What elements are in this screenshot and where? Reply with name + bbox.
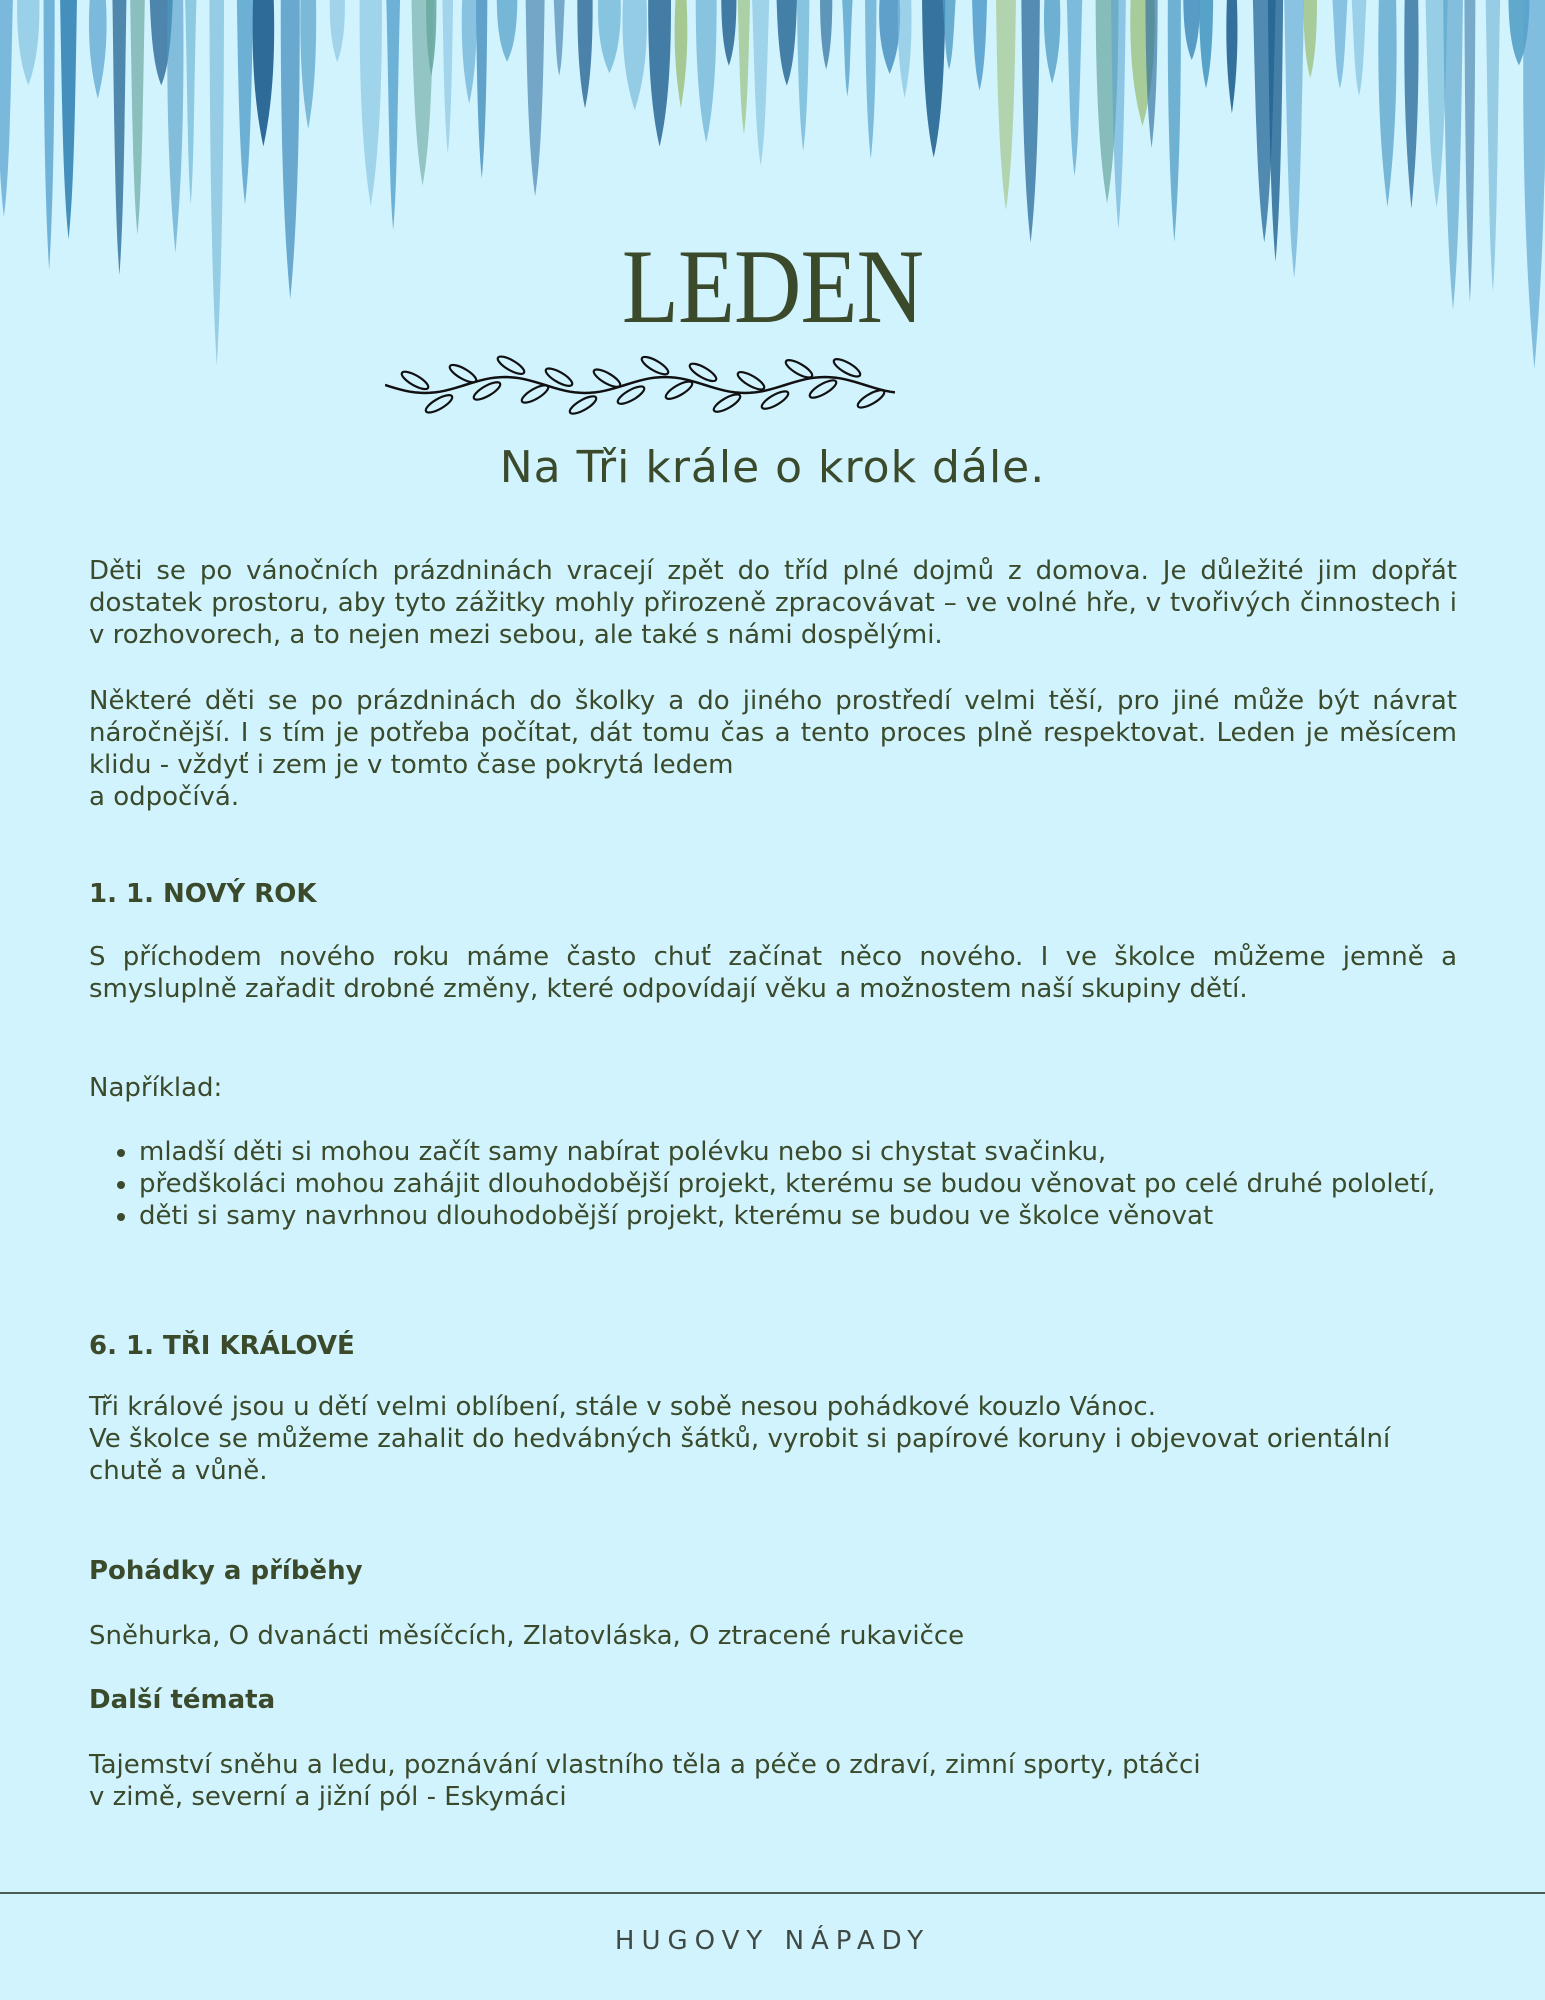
vine-leaf — [832, 356, 863, 380]
icicle — [17, 0, 39, 85]
vine-leaf — [592, 366, 623, 390]
intro-text-end: a odpočívá. — [89, 782, 240, 812]
icicle — [167, 0, 183, 253]
icicle — [1199, 0, 1213, 88]
vine-leaf — [856, 387, 887, 411]
icicle — [89, 0, 107, 99]
vine-leaf — [808, 377, 839, 401]
icicle — [598, 0, 621, 73]
three-kings-line: Ve školce se můžeme zahalit do hedvábných šátků, vyrobit si papírové koruny i objevovat orientální chutě a vůně. — [89, 1424, 1391, 1486]
icicle — [185, 0, 196, 204]
stories-heading: Pohádky a příběhy — [89, 1556, 363, 1586]
three-kings-paragraph — [89, 1391, 1457, 1487]
icicle — [879, 0, 900, 74]
icicle — [1021, 0, 1040, 243]
topics-text — [89, 1749, 1457, 1813]
icicle — [675, 0, 688, 108]
icicle — [721, 0, 736, 66]
vine-leaf — [424, 392, 455, 416]
stories-text: Sněhurka, O dvanácti měsíčcích, Zlatovláska, O ztracené rukavičce — [89, 1621, 965, 1651]
page-title: LEDEN — [621, 228, 924, 345]
vine-leaf — [784, 357, 815, 381]
icicle — [820, 0, 832, 69]
vine-leaf — [568, 393, 599, 417]
vine-leaf — [736, 369, 767, 393]
icicle — [898, 0, 912, 98]
icicle — [1352, 0, 1367, 96]
icicle — [1183, 0, 1200, 60]
footer-brand: HUGOVY NÁPADY — [614, 1926, 931, 1956]
icicle — [60, 0, 77, 239]
topics-line: v zimě, severní a jižní pól - Eskymáci — [89, 1782, 567, 1812]
icicle — [1523, 0, 1545, 369]
vine-leaf — [496, 353, 527, 377]
icicle — [442, 0, 453, 154]
list-item: • předškoláci mohou zahájit dlouhodobější projekt, kterému se budou věnovat po celé druhé pololetí, — [139, 1168, 1457, 1200]
topics-heading: Další témata — [89, 1685, 276, 1715]
icicle — [752, 0, 769, 166]
icicle — [1145, 0, 1157, 148]
icicle — [922, 0, 945, 158]
icicle — [622, 0, 646, 110]
example-label: Například: — [89, 1073, 223, 1103]
icicle — [842, 0, 852, 96]
icicle — [777, 0, 797, 86]
section-heading-new-year: 1. 1. NOVÝ ROK — [89, 879, 317, 909]
icicle — [44, 0, 55, 270]
icicle — [526, 0, 545, 196]
icicle — [253, 0, 275, 147]
icicle — [1226, 0, 1237, 113]
vine-divider-icon — [385, 340, 895, 420]
vine-leaf — [664, 378, 695, 402]
icicle — [1067, 0, 1082, 176]
intro-paragraph-1: Děti se po vánočních prázdninách vracejí zpět do tříd plné dojmů z domova. Je důležité jim dopřát dostatek prostoru, aby tyto zážitky mohly přirozeně zpracovávat – ve volné hře, v tvořivých činnostech i v rozhovorech, a to nejen mezi sebou, ale také s námi dospělými. — [89, 556, 1457, 650]
new-year-paragraph: S příchodem nového roku máme často chuť začínat něco nového. I ve školce můžeme jemně a smysluplně zařadit drobné změny, které odpovídají věku a možnostem naší skupiny dětí. — [89, 942, 1457, 1004]
page-subtitle: Na Tři krále o krok dále. — [499, 442, 1046, 493]
intro-paragraph-2 — [89, 685, 1457, 813]
icicle — [972, 0, 987, 90]
section-heading-three-kings: 6. 1. TŘI KRÁLOVÉ — [89, 1331, 355, 1361]
topics-line: Tajemství sněhu a ledu, poznávání vlastního těla a péče o zdraví, zimní sporty, ptáčci — [89, 1750, 1201, 1780]
icicle — [1486, 0, 1500, 292]
icicle — [330, 0, 345, 62]
icicle — [865, 0, 876, 159]
icicle — [300, 0, 316, 129]
icicle — [577, 0, 592, 108]
icicle — [1378, 0, 1396, 207]
icicle — [1044, 0, 1060, 84]
icicle — [1464, 0, 1475, 302]
vine-leaf — [520, 382, 551, 406]
icicle — [996, 0, 1016, 210]
icicle — [554, 0, 565, 76]
icicle — [130, 0, 145, 235]
icicle — [237, 0, 253, 204]
list-item: • mladší děti si mohou začít samy nabírat polévku nebo si chystat svačinku, — [139, 1136, 1457, 1168]
icicle — [0, 0, 13, 217]
icicle — [462, 0, 477, 104]
icicle — [797, 0, 809, 151]
intro-text: Některé děti se po prázdninách do školky a do jiného prostředí velmi těší, pro jiné může být návrat náročnější. I s tím je potřeba počítat, dát tomu čas a tento proces plně respektovat. Leden je měsícem klidu - vždyť i zem je v tomto čase pokrytá ledem — [89, 686, 1457, 780]
icicle — [497, 0, 518, 62]
icicle — [696, 0, 717, 143]
icicle — [360, 0, 382, 206]
vine-leaf — [448, 362, 479, 386]
icicle — [1404, 0, 1418, 209]
icicle — [1333, 0, 1348, 89]
icicle — [1111, 0, 1126, 229]
vine-leaf — [400, 369, 431, 393]
vine-leaf — [712, 391, 743, 415]
three-kings-line: Tři králové jsou u dětí velmi oblíbení, stále v sobě nesou pohádkové kouzlo Vánoc. — [89, 1392, 1156, 1422]
icicle — [1168, 0, 1181, 242]
footer-divider — [0, 1892, 1545, 1894]
example-list — [89, 1136, 1457, 1232]
icicle — [386, 0, 400, 230]
icicle — [648, 0, 671, 147]
icicle — [1303, 0, 1317, 78]
icicle — [738, 0, 750, 134]
icicle — [476, 0, 487, 179]
icicle — [1268, 0, 1283, 262]
vine-leaf — [640, 354, 671, 378]
list-item: • děti si samy navrhnou dlouhodobější projekt, kterému se budou ve školce věnovat — [139, 1200, 1457, 1232]
